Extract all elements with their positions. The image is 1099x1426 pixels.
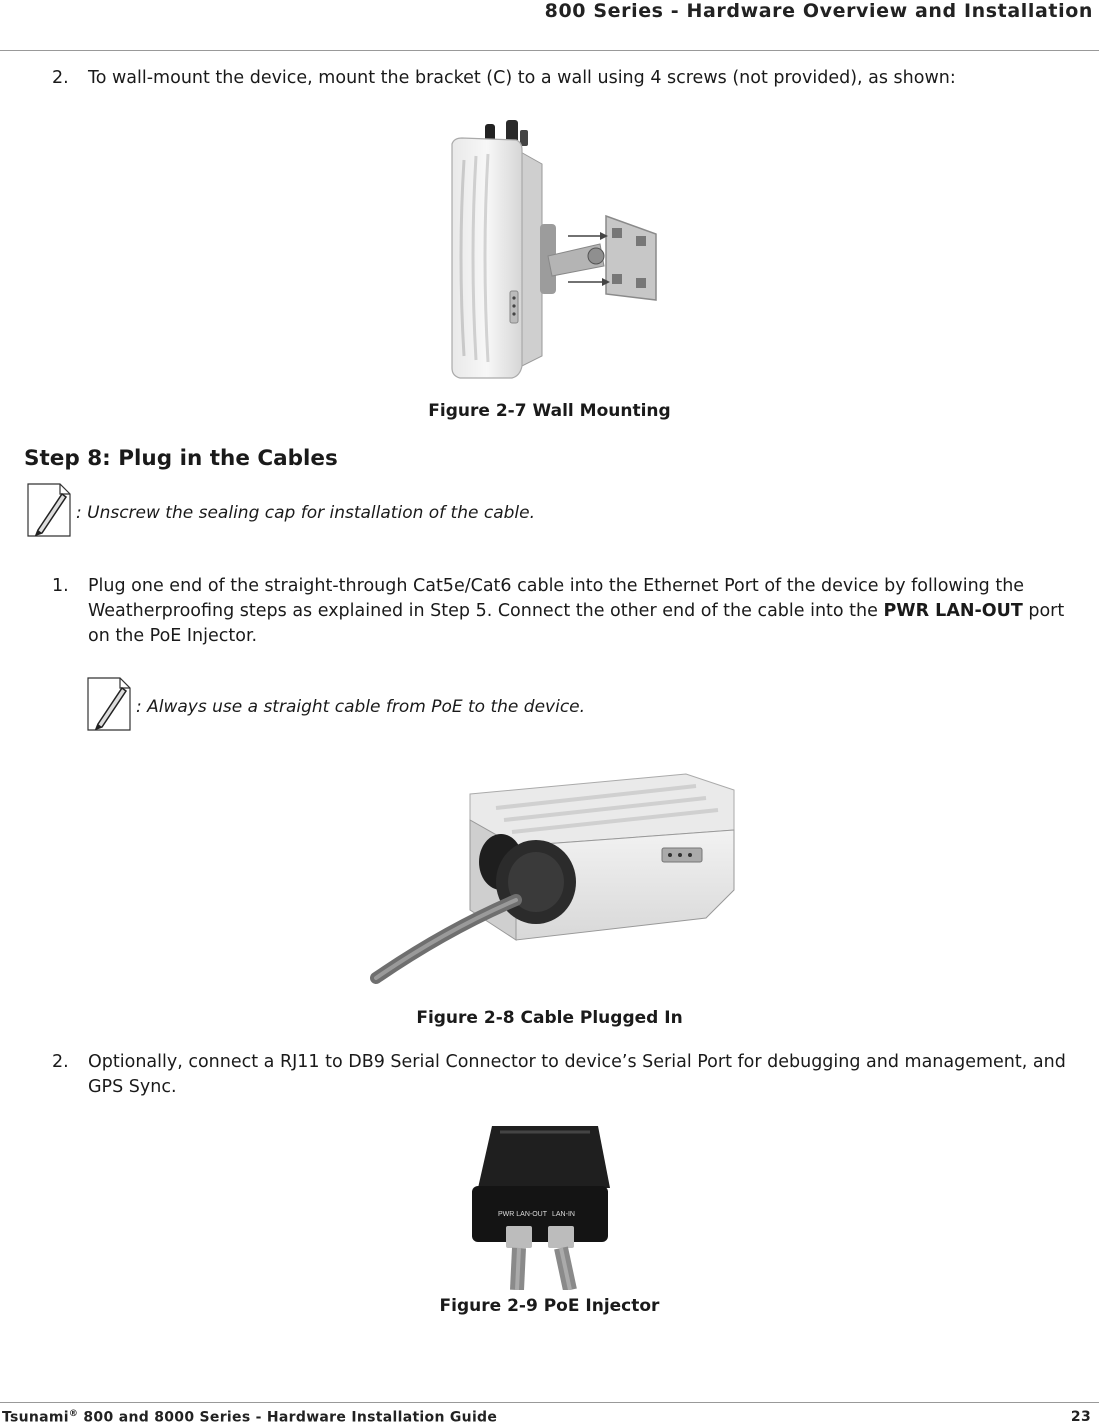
note-pencil-icon <box>24 480 72 540</box>
guide-title: 800 and 8000 Series - Hardware Installation Guide <box>78 1409 498 1426</box>
note-pencil-icon <box>84 674 132 734</box>
registered-mark: ® <box>68 1409 79 1419</box>
port-label-pwr-lan-out: PWR LAN-OUT <box>498 1211 547 1218</box>
brand-name: Tsunami <box>2 1409 69 1426</box>
instruction-text: Optionally, connect a RJ11 to DB9 Serial Connector to device’s Serial Port for debugging and management, and GPS Sync. <box>88 1052 1066 1097</box>
running-header: 800 Series - Hardware Overview and Installation <box>544 0 1093 22</box>
header-rule <box>0 50 1099 51</box>
footer-rule <box>0 1402 1099 1403</box>
section-heading: Step 8: Plug in the Cables <box>24 446 338 471</box>
poe-injector-image <box>470 1118 610 1290</box>
figure-caption: Figure 2-7 Wall Mounting <box>428 401 671 421</box>
figure-caption: Figure 2-9 PoE Injector <box>439 1296 660 1316</box>
figure-caption: Figure 2-8 Cable Plugged In <box>416 1008 683 1028</box>
list-number: 2. <box>52 68 69 88</box>
instruction-text: To wall-mount the device, mount the bracket (C) to a wall using 4 screws (not provided), as shown: <box>88 68 956 88</box>
footer-guide-title <box>2 1409 497 1426</box>
note-text: : Unscrew the sealing cap for installation of the cable. <box>76 503 535 523</box>
cable-plugged-in-image <box>366 770 736 988</box>
instruction-text-part: port on the PoE Injector. <box>88 601 1065 646</box>
port-label-lan-in: LAN-IN <box>552 1211 575 1218</box>
note-text: : Always use a straight cable from PoE to the device. <box>136 697 586 717</box>
port-name-bold: PWR LAN-OUT <box>883 601 1023 621</box>
instruction-text <box>88 574 1078 649</box>
instruction-text-part: Plug one end of the straight-through Cat5e/Cat6 cable into the Ethernet Port of the device by following the Weatherproofing steps as explained in Step 5. Connect the other end of the cable into the <box>88 576 1025 621</box>
page-number: 23 <box>1070 1409 1091 1425</box>
list-number: 1. <box>52 576 69 596</box>
wall-mounting-image <box>430 116 670 384</box>
list-number: 2. <box>52 1052 69 1072</box>
